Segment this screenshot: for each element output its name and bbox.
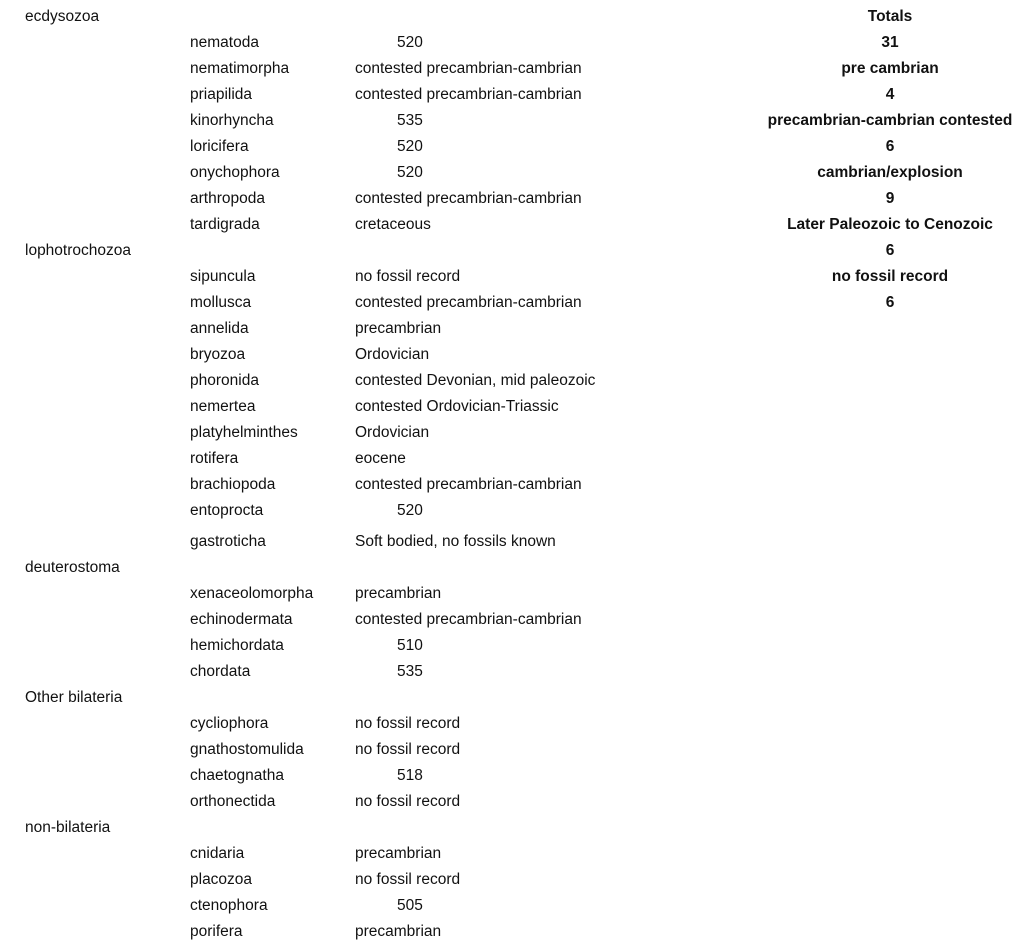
phylum-name: chordata [190, 663, 251, 680]
phylum-name: phoronida [190, 372, 259, 389]
phylum-age: no fossil record [355, 871, 461, 888]
totals-label: pre cambrian [841, 60, 939, 77]
phylum-age: 520 [397, 34, 423, 51]
phylum-name: hemichordata [190, 637, 284, 654]
phylum-age: contested precambrian-cambrian [355, 476, 582, 493]
phylum-age: contested precambrian-cambrian [355, 86, 582, 103]
totals-count: 6 [885, 242, 895, 259]
phylum-name: nemertea [190, 398, 256, 415]
group-label: non-bilateria [25, 819, 111, 836]
phylum-age: 510 [397, 637, 423, 654]
group-row [0, 555, 1024, 581]
phylum-name: porifera [190, 923, 243, 940]
phylum-name: nematimorpha [190, 60, 290, 77]
phylum-age: 535 [397, 112, 423, 129]
phylum-age: contested precambrian-cambrian [355, 294, 582, 311]
totals-panel [740, 4, 1024, 316]
phylum-row [0, 446, 1024, 472]
phylum-row [0, 919, 1024, 945]
group-row [0, 815, 1024, 841]
totals-count: 9 [885, 190, 895, 207]
phylum-age: contested precambrian-cambrian [355, 611, 582, 628]
phylum-age: contested Ordovician-Triassic [355, 398, 559, 415]
phylum-name: platyhelminthes [190, 424, 298, 441]
phylum-row [0, 763, 1024, 789]
phylum-age: contested precambrian-cambrian [355, 190, 582, 207]
phylum-name: cycliophora [190, 715, 269, 732]
totals-count: 6 [885, 294, 895, 311]
phylum-name: entoprocta [190, 502, 264, 519]
totals-count: 4 [885, 86, 895, 103]
phylum-name: bryozoa [190, 346, 246, 363]
phylum-age: eocene [355, 450, 406, 467]
group-label: ecdysozoa [25, 8, 100, 25]
group-row [0, 685, 1024, 711]
phylum-row [0, 789, 1024, 815]
phylum-name: brachiopoda [190, 476, 276, 493]
phylum-row [0, 420, 1024, 446]
totals-label: no fossil record [831, 268, 949, 285]
phylum-age: no fossil record [355, 715, 461, 732]
phylum-name: arthropoda [190, 190, 265, 207]
phylum-row [0, 607, 1024, 633]
group-label: Other bilateria [25, 689, 123, 706]
phylum-row [0, 737, 1024, 763]
phylum-age: 520 [397, 502, 423, 519]
phylum-age: cretaceous [355, 216, 431, 233]
phylum-row [0, 841, 1024, 867]
phylum-row [0, 342, 1024, 368]
phylum-age: 520 [397, 138, 423, 155]
phylum-name: mollusca [190, 294, 252, 311]
phylum-age: precambrian [355, 585, 442, 602]
phylum-name: cnidaria [190, 845, 245, 862]
phylum-name: tardigrada [190, 216, 260, 233]
phylum-name: gastroticha [190, 533, 266, 550]
phylum-age: no fossil record [355, 741, 461, 758]
phylum-name: nematoda [190, 34, 259, 51]
phylum-age: precambrian [355, 320, 442, 337]
totals-label: precambrian-cambrian contested [767, 112, 1013, 129]
phylum-name: orthonectida [190, 793, 276, 810]
phylum-row [0, 472, 1024, 498]
phylum-name: rotifera [190, 450, 239, 467]
phylum-name: sipuncula [190, 268, 256, 285]
phylum-name: priapilida [190, 86, 253, 103]
phylum-age: 505 [397, 897, 423, 914]
phylum-age: precambrian [355, 923, 442, 940]
phylum-name: onychophora [190, 164, 280, 181]
phylum-name: annelida [190, 320, 249, 337]
phylum-name: ctenophora [190, 897, 268, 914]
phylum-row [0, 316, 1024, 342]
phylum-name: kinorhyncha [190, 112, 274, 129]
totals-header: Totals [867, 8, 913, 25]
phylum-name: echinodermata [190, 611, 293, 628]
phylum-row [0, 394, 1024, 420]
group-label: deuterostoma [25, 559, 120, 576]
phylum-age: contested precambrian-cambrian [355, 60, 582, 77]
phylum-row [0, 659, 1024, 685]
phylum-name: xenaceolomorpha [190, 585, 314, 602]
totals-label: Later Paleozoic to Cenozoic [787, 216, 993, 233]
phylum-name: placozoa [190, 871, 253, 888]
group-label: lophotrochozoa [25, 242, 131, 259]
totals-label: 31 [881, 34, 899, 51]
phylum-age: 520 [397, 164, 423, 181]
phylum-row [0, 368, 1024, 394]
phylum-age: no fossil record [355, 268, 461, 285]
phylum-age: contested Devonian, mid paleozoic [355, 372, 596, 389]
phylum-name: gnathostomulida [190, 741, 304, 758]
phylum-age: precambrian [355, 845, 442, 862]
phylum-age: Soft bodied, no fossils known [355, 533, 556, 550]
phylum-age: Ordovician [355, 424, 430, 441]
phylum-row [0, 867, 1024, 893]
phylum-row [0, 633, 1024, 659]
phylum-row [0, 529, 1024, 555]
totals-label: cambrian/explosion [817, 164, 963, 181]
phylum-age: no fossil record [355, 793, 461, 810]
phylum-name: chaetognatha [190, 767, 284, 784]
phylum-age: 535 [397, 663, 423, 680]
phylum-row [0, 711, 1024, 737]
phylum-age: Ordovician [355, 346, 430, 363]
phylum-row [0, 581, 1024, 607]
totals-count: 6 [885, 138, 895, 155]
phylum-row [0, 893, 1024, 919]
phylum-name: loricifera [190, 138, 249, 155]
phylum-row [0, 498, 1024, 524]
phylum-age: 518 [397, 767, 423, 784]
